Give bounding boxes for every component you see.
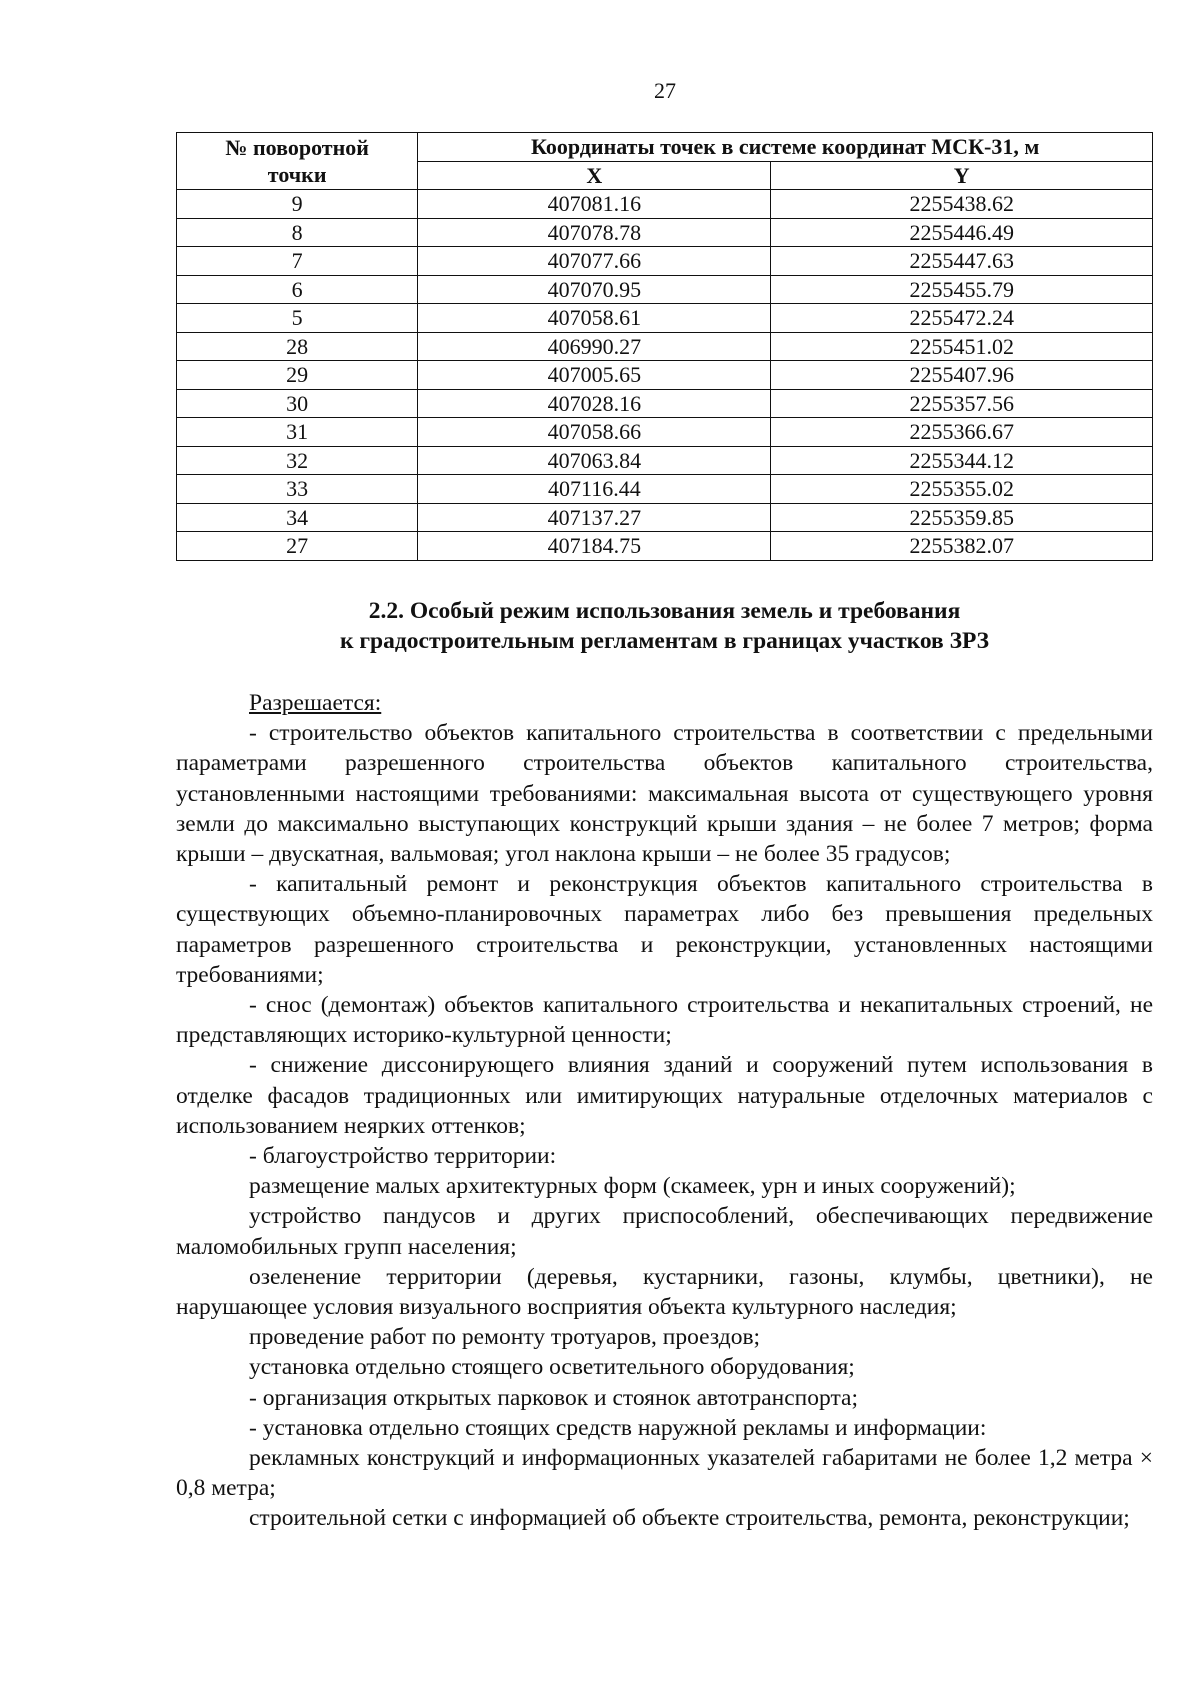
body-paragraph: установка отдельно стоящего осветительного оборудования; — [249, 1354, 855, 1381]
body-paragraph: устройство пандусов и других приспособлений, обеспечивающих передвижение маломобильных групп населения; — [176, 1203, 1153, 1260]
cell-y: 2255359.85 — [771, 503, 1153, 532]
cell-point-number: 27 — [177, 532, 418, 561]
section-heading — [176, 596, 1153, 656]
table-row — [177, 304, 1153, 333]
cell-x: 407063.84 — [418, 446, 771, 475]
cell-y: 2255472.24 — [771, 304, 1153, 333]
cell-y: 2255446.49 — [771, 218, 1153, 247]
body-paragraph: - организация открытых парковок и стоянок автотранспорта; — [249, 1384, 858, 1411]
body-paragraph: озеленение территории (деревья, кустарники, газоны, клумбы, цветники), не нарушающее условия визуального восприятия объекта культурного наследия; — [176, 1263, 1153, 1321]
table-header — [177, 133, 1153, 190]
page-number: 27 — [654, 78, 676, 103]
body-paragraph: проведение работ по ремонту тротуаров, проездов; — [249, 1324, 761, 1351]
cell-point-number: 6 — [177, 275, 418, 304]
cell-x: 407058.61 — [418, 304, 771, 333]
table-row — [177, 275, 1153, 304]
header-y: Y — [771, 161, 1153, 190]
cell-x: 407070.95 — [418, 275, 771, 304]
cell-x: 407081.16 — [418, 190, 771, 219]
table-row — [177, 532, 1153, 561]
cell-y: 2255451.02 — [771, 332, 1153, 361]
cell-y: 2255407.96 — [771, 361, 1153, 390]
table-row — [177, 503, 1153, 532]
header-point-number-line2: точки — [267, 162, 327, 187]
header-coordinates: Координаты точек в системе координат МСК-31, м — [418, 133, 1153, 162]
cell-y: 2255357.56 — [771, 389, 1153, 418]
body-paragraph: - установка отдельно стоящих средств наружной рекламы и информации: — [249, 1414, 987, 1441]
table-row — [177, 418, 1153, 447]
cell-y: 2255366.67 — [771, 418, 1153, 447]
body-paragraph: рекламных конструкций и информационных указателей габаритами не более 1,2 метра × 0,8 метра; — [176, 1445, 1153, 1502]
header-x: X — [418, 161, 771, 190]
header-point-number-line1: № поворотной — [225, 135, 369, 160]
table-row — [177, 446, 1153, 475]
table-header-row — [177, 133, 1153, 162]
body-paragraph: - благоустройство территории: — [249, 1143, 557, 1170]
cell-x: 407028.16 — [418, 389, 771, 418]
header-point-number — [177, 133, 418, 190]
section-heading-line1: 2.2. Особый режим использования земель и требования — [368, 598, 961, 624]
table-row — [177, 389, 1153, 418]
table-row — [177, 361, 1153, 390]
cell-y: 2255447.63 — [771, 247, 1153, 276]
cell-point-number: 29 — [177, 361, 418, 390]
cell-y: 2255438.62 — [771, 190, 1153, 219]
table-row — [177, 247, 1153, 276]
cell-point-number: 32 — [177, 446, 418, 475]
cell-point-number: 5 — [177, 304, 418, 333]
body-text — [176, 688, 1153, 1534]
cell-x: 407005.65 — [418, 361, 771, 390]
allowed-label: Разрешается: — [249, 690, 382, 716]
body-paragraph: строительной сетки с информацией об объекте строительства, ремонта, реконструкции; — [249, 1505, 1130, 1532]
table-row — [177, 218, 1153, 247]
section-heading-line2: к градостроительным регламентам в границах участков ЗРЗ — [339, 628, 990, 654]
cell-y: 2255344.12 — [771, 446, 1153, 475]
cell-x: 406990.27 — [418, 332, 771, 361]
body-paragraph: - капитальный ремонт и реконструкция объектов капитального строительства в существующих объемно-планировочных параметрах либо без превышения предельных параметров разрешенного строительства и реконструкции, установленных настоящими требованиями; — [176, 871, 1153, 988]
cell-x: 407184.75 — [418, 532, 771, 561]
table-row — [177, 475, 1153, 504]
table-row — [177, 190, 1153, 219]
cell-point-number: 7 — [177, 247, 418, 276]
cell-x: 407077.66 — [418, 247, 771, 276]
body-paragraph: размещение малых архитектурных форм (скамеек, урн и иных сооружений); — [249, 1173, 1016, 1200]
cell-point-number: 34 — [177, 503, 418, 532]
cell-point-number: 8 — [177, 218, 418, 247]
cell-x: 407058.66 — [418, 418, 771, 447]
cell-point-number: 9 — [177, 190, 418, 219]
cell-point-number: 28 — [177, 332, 418, 361]
body-paragraph: - снос (демонтаж) объектов капитального строительства и некапитальных строений, не представляющих историко-культурной ценности; — [176, 992, 1153, 1049]
cell-point-number: 31 — [177, 418, 418, 447]
cell-y: 2255355.02 — [771, 475, 1153, 504]
table-body — [177, 190, 1153, 561]
cell-y: 2255455.79 — [771, 275, 1153, 304]
cell-point-number: 33 — [177, 475, 418, 504]
cell-x: 407137.27 — [418, 503, 771, 532]
body-paragraph: - снижение диссонирующего влияния зданий и сооружений путем использования в отделке фасадов традиционных или имитирующих натуральные отделочных материалов с использованием неярких оттенков; — [176, 1052, 1153, 1139]
cell-point-number: 30 — [177, 389, 418, 418]
coordinates-table — [176, 132, 1153, 561]
body-paragraph: - строительство объектов капитального строительства в соответствии с предельными параметрами разрешенного строительства объектов капитального строительства, установленными настоящими требованиями: максимальная высота от существующего уровня земли до максимально выступающих конструкций крыши здания – не более 7 метров; форма крыши – двускатная, вальмовая; угол наклона крыши – не более 35 градусов; — [176, 720, 1153, 868]
cell-x: 407116.44 — [418, 475, 771, 504]
table-row — [177, 332, 1153, 361]
cell-y: 2255382.07 — [771, 532, 1153, 561]
cell-x: 407078.78 — [418, 218, 771, 247]
